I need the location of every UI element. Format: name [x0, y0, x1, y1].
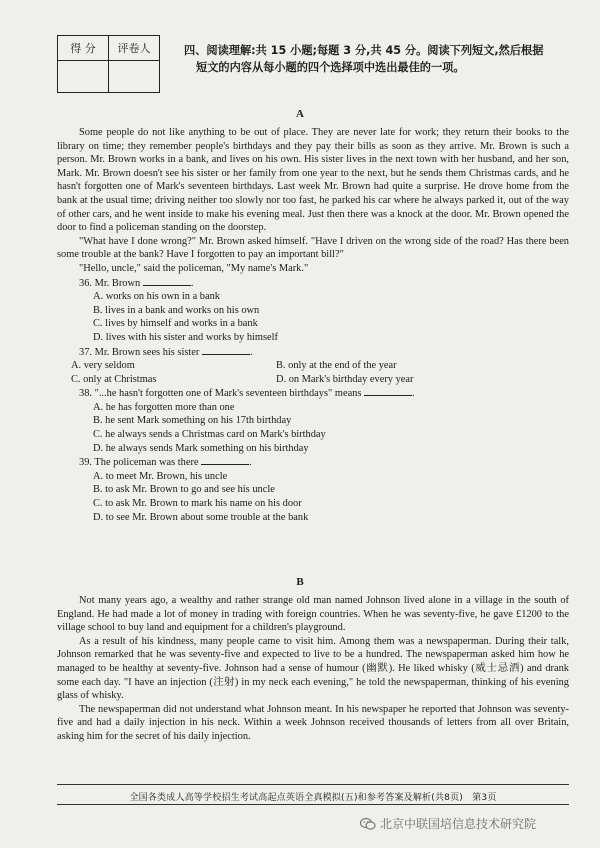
- question-38: [57, 386, 569, 455]
- watermark-text: 北京中联国培信息技术研究院: [380, 817, 537, 831]
- answer-blank: [364, 386, 412, 396]
- option: B. he sent Mark something on his 17th birthday: [93, 415, 292, 427]
- question-39: [57, 455, 569, 524]
- wechat-icon: [360, 817, 376, 831]
- footer-rule-top: [57, 784, 569, 785]
- passage-b-paragraph: Not many years ago, a wealthy and rather strange old man named Johnson lived alone in a village in the south of England. He had made a lot of money in trading with foreign countries. When he was seventy-five, he gave £1200 to the village school to buy land and equipment for a children's playground.: [57, 595, 569, 634]
- answer-blank: [201, 455, 249, 465]
- section-instructions: [184, 42, 564, 76]
- passage-b-paragraph: As a result of his kindness, many people came to visit him. Among them was a newspaperman. During their talk, Johnson remarked that he was seventy-five and expected to live to be a hundred. The newspaperman asked him how he managed to be healthy at seventy-five. Johnson had a sense of humour (幽默). He liked whisky (威士忌酒) and drank some each day. "I have an injection (注射) in my neck each evening," he told the newspaperman, thinking of his evening glass of whisky.: [57, 635, 569, 702]
- option: A. he has forgotten more than one: [93, 401, 235, 413]
- grader-label: 评卷人: [109, 36, 160, 61]
- score-table: [57, 35, 160, 93]
- grader-cell: [109, 61, 160, 93]
- question-stem-end: .: [249, 457, 252, 469]
- option: D. lives with his sister and works by himself: [93, 331, 278, 343]
- question-stem-end: .: [412, 388, 415, 400]
- answer-blank: [143, 276, 191, 286]
- page-footer: 全国各类成人高等学校招生考试高起点英语全真模拟(五)和参考答案及解析(共8页) 第3页: [129, 793, 497, 803]
- passage-a: [57, 126, 569, 524]
- question-stem-end: .: [249, 346, 253, 358]
- option: B. lives in a bank and works on his own: [93, 304, 260, 316]
- passage-a-heading: A: [296, 108, 304, 120]
- passage-a-paragraph: "Hello, uncle," said the policeman, "My name's Mark.": [79, 262, 309, 274]
- score-cell: [58, 61, 109, 93]
- watermark: [360, 815, 536, 832]
- option: B. only at the end of the year: [276, 360, 397, 372]
- instructions-line-2: 短文的内容从每小题的四个选择项中选出最佳的一项。: [196, 61, 465, 74]
- question-36: [57, 276, 569, 345]
- passage-b: [57, 594, 569, 744]
- option: D. on Mark's birthday every year: [276, 373, 414, 385]
- question-stem: 39. The policeman was there: [79, 457, 199, 469]
- question-stem: 37. Mr. Brown sees his sister: [79, 346, 200, 358]
- option: B. to ask Mr. Brown to go and see his uncle: [93, 484, 275, 496]
- option: C. to ask Mr. Brown to mark his name on his door: [93, 498, 302, 510]
- passage-b-paragraph: The newspaperman did not understand what Johnson meant. In his newspaper he reported that Johnson was seventy-five and had a daily injection in his neck. Within a week Johnson received thousands of letters from all over Britain, asking him for the secret of his daily injection.: [57, 703, 569, 742]
- option: C. lives by himself and works in a bank: [93, 318, 258, 330]
- passage-a-paragraph: Some people do not like anything to be out of place. They are never late for work; they return their books to the library on time; they remember people's birthdays and they pay their bills as soon as they arrive. Mr. Brown is such a person. Mr. Brown works in a bank, and lives on his own. His sister lives in the next town with her husband, and her son, Mark. Mr. Brown doesn't see his sister or her family from one year to the next, but he sends them Christmas cards, and he hasn't forgotten one of Mark's seventeen birthdays. Last week Mr. Brown had quite a surprise. He drove home from the bank at the usual time; driving neither too slowly nor too fast, he parked his car where he always parked it, out of the way of other cars, and he went inside to make his evening meal. Just then there was a knock at the door. Mr. Brown opened the door to find a policeman standing on the doorstep.: [57, 127, 569, 234]
- question-37: [57, 345, 569, 387]
- score-label: 得 分: [58, 36, 109, 61]
- option: A. works on his own in a bank: [93, 291, 220, 303]
- passage-b-heading: B: [296, 576, 304, 588]
- option: D. he always sends Mark something on his birthday: [93, 442, 309, 454]
- option: A. to meet Mr. Brown, his uncle: [93, 470, 228, 482]
- option: C. he always sends a Christmas card on Mark's birthday: [93, 429, 326, 441]
- option: A. very seldom: [71, 360, 135, 372]
- answer-blank: [202, 345, 250, 355]
- question-stem: 36. Mr. Brown: [79, 277, 141, 289]
- option: D. to see Mr. Brown about some trouble at the bank: [93, 511, 309, 523]
- instructions-line-1: 四、阅读理解:共 15 小题;每题 3 分,共 45 分。阅读下列短文,然后根据: [184, 44, 544, 57]
- question-stem-end: .: [190, 277, 194, 289]
- question-stem: 38. "...he hasn't forgotten one of Mark's seventeen birthdays" means: [79, 388, 362, 400]
- footer-rule-bottom: [57, 804, 569, 805]
- option: C. only at Christmas: [71, 373, 157, 385]
- passage-a-paragraph: "What have I done wrong?" Mr. Brown asked himself. "Have I driven on the wrong side of the road? Has there been some trouble at the bank? Have I forgotten to pay an important bill?": [57, 235, 569, 261]
